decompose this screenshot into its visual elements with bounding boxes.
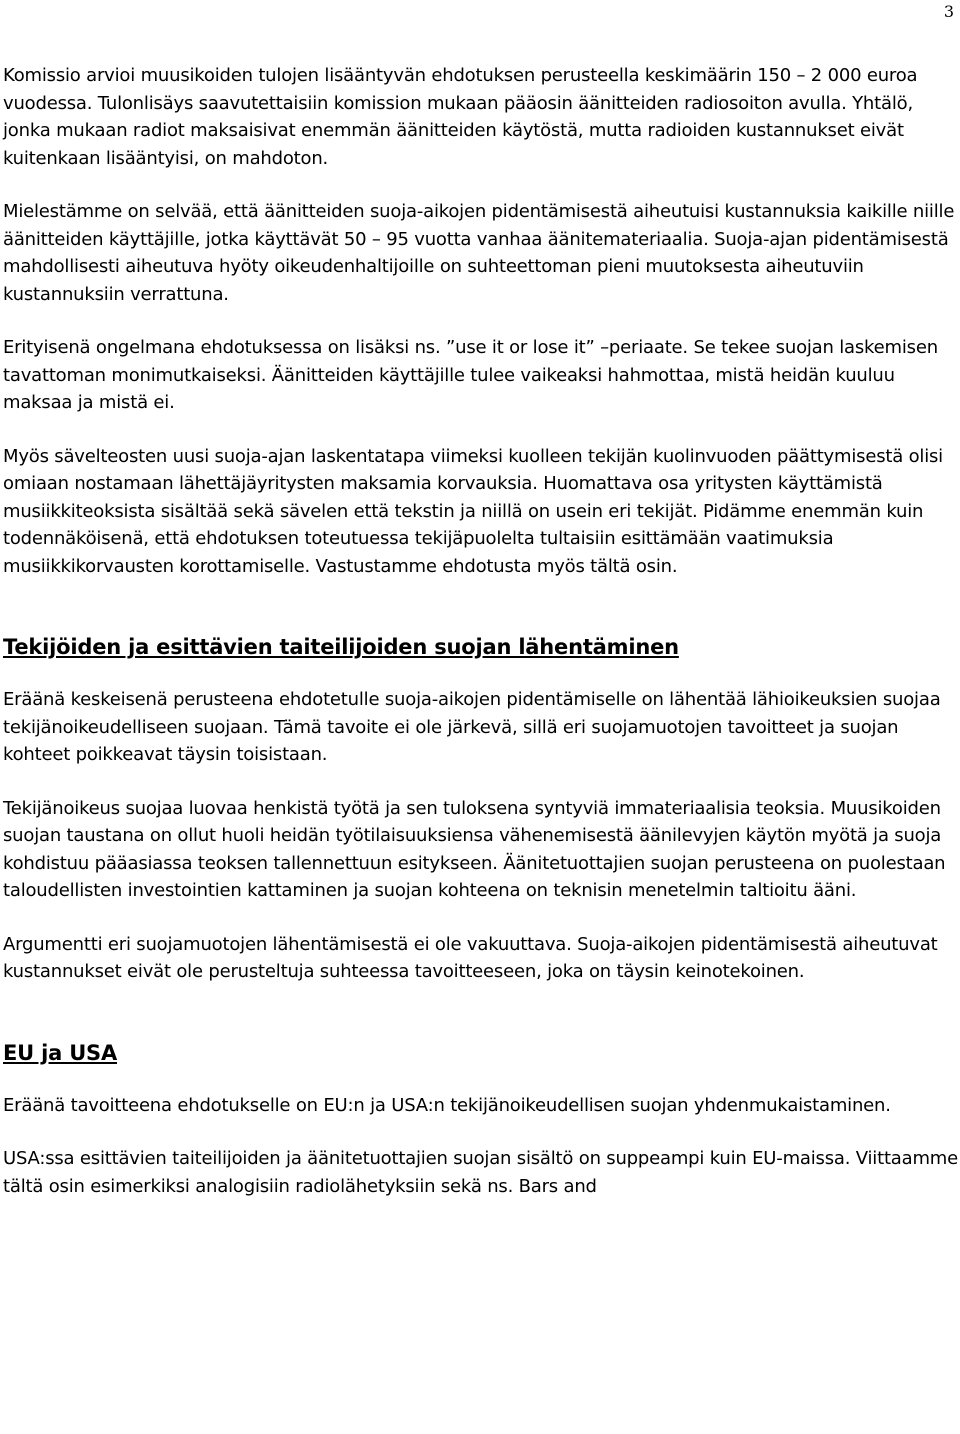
- section-heading: Tekijöiden ja esittävien taiteilijoiden suojan lähentäminen: [3, 635, 679, 659]
- document-body: [3, 62, 958, 1200]
- paragraph: Eräänä keskeisenä perusteena ehdotetulle suoja-aikojen pidentämiselle on lähentää lähioikeuksien suojaa tekijänoikeudelliseen suojaan. Tämä tavoite ei ole järkevä, sillä eri suojamuotojen tavoitteet ja suojan kohteet poikkeavat täysin toisistaan.: [3, 689, 941, 765]
- paragraph: Eräänä tavoitteena ehdotukselle on EU:n ja USA:n tekijänoikeudellisen suojan yhdenmukaistaminen.: [3, 1094, 891, 1116]
- paragraph: Argumentti eri suojamuotojen lähentämisestä ei ole vakuuttava. Suoja-aikojen pidentämisestä aiheutuvat kustannukset eivät ole perusteltuja suhteessa tavoitteeseen, joka on täysin keinotekoinen.: [3, 933, 938, 982]
- paragraph: Myös sävelteosten uusi suoja-ajan laskentatapa viimeksi kuolleen tekijän kuolinvuoden päättymisestä olisi omiaan nostamaan lähettäjäyritysten maksamia korvauksia. Huomattava osa yritysten käyttämistä musiikkiteoksista sisältää sekä sävelen että tekstin ja niillä on usein eri tekijät. Pidämme enemmän kuin todennäköisenä, että ehdotuksen toteutuessa tekijäpuolelta tultaisiin esittämään vaatimuksia musiikkikorvausten korottamiselle. Vastustamme ehdotusta myös tältä osin.: [3, 445, 943, 577]
- paragraph: Erityisenä ongelmana ehdotuksessa on lisäksi ns. ”use it or lose it” –periaate. Se tekee suojan laskemisen tavattoman monimutkaiseksi. Äänitteiden käyttäjille tulee vaikeaksi hahmottaa, mistä heidän kuuluu maksaa ja mistä ei.: [3, 337, 938, 413]
- paragraph: USA:ssa esittävien taiteilijoiden ja äänitetuottajien suojan sisältö on suppeampi kuin EU-maissa. Viittaamme tältä osin esimerkiksi analogisiin radiolähetyksiin sekä ns. Bars and: [3, 1148, 959, 1197]
- paragraph: Tekijänoikeus suojaa luovaa henkistä työtä ja sen tuloksena syntyviä immateriaalisia teoksia. Muusikoiden suojan taustana on ollut huoli heidän työtilaisuuksiensa vähenemisestä äänilevyjen käytön myötä ja suoja kohdistuu pääasiassa teoksen tallennettuun esitykseen. Äänitetuottajien suojan perusteena on puolestaan taloudellisten investointien kattaminen ja suojan kohteena on teknisin menetelmin taltioitu ääni.: [3, 797, 946, 901]
- section-heading: EU ja USA: [3, 1040, 118, 1065]
- paragraph: Mielestämme on selvää, että äänitteiden suoja-aikojen pidentämisestä aiheutuisi kustannuksia kaikille niille äänitteiden käyttäjille, jotka käyttävät 50 – 95 vuotta vanhaa äänitemateriaalia. Suoja-ajan pidentämisestä mahdollisesti aiheutuva hyöty oikeudenhaltijoille on suhteettoman pieni muutoksesta aiheutuviin kustannuksiin verrattuna.: [3, 201, 955, 305]
- paragraph: Komissio arvioi muusikoiden tulojen lisääntyvän ehdotuksen perusteella keskimäärin 150 – 2 000 euroa vuodessa. Tulonlisäys saavutettaisiin komission mukaan pääosin äänitteiden radiosoiton avulla. Yhtälö, jonka mukaan radiot maksaisivat enemmän äänitteiden käytöstä, mutta radioiden kustannukset eivät kuitenkaan lisääntyisi, on mahdoton.: [3, 65, 918, 169]
- page-number: 3: [943, 2, 954, 21]
